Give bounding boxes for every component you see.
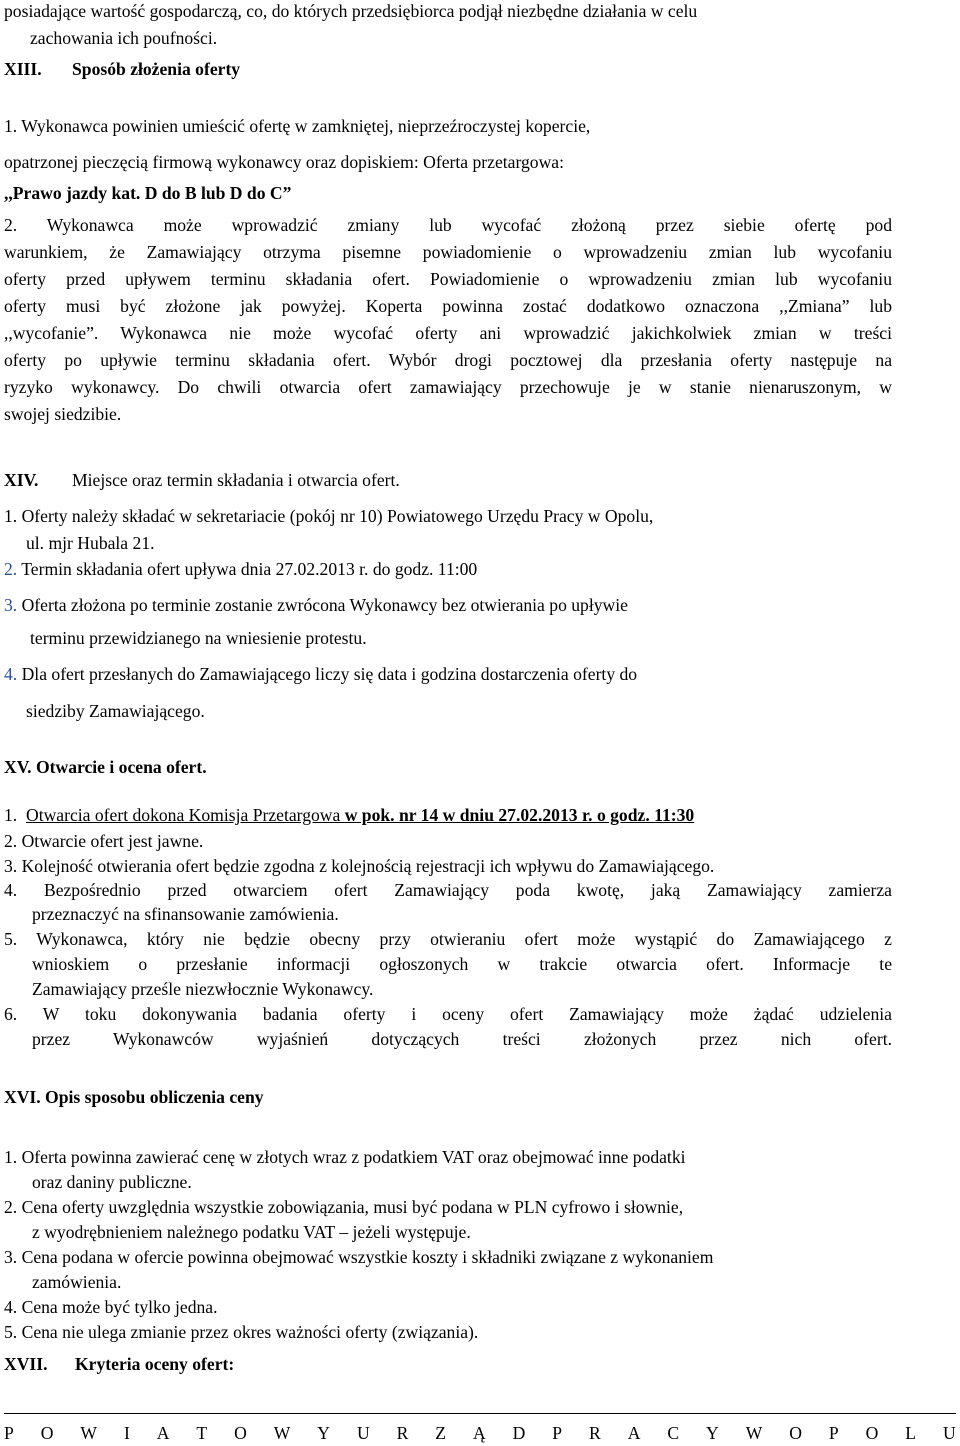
section-14-number: XIV. (4, 470, 39, 490)
footer-letter: T (196, 1423, 208, 1443)
s14-item-2-number: 2. (4, 559, 18, 579)
s15-item-1 (4, 804, 694, 826)
footer-letter: U (942, 1423, 956, 1443)
s15-item-3: 3. Kolejność otwierania ofert będzie zgodna z kolejnością rejestracji ich wpływu do Zamawiającego. (4, 856, 715, 876)
footer-letter: R (589, 1423, 601, 1443)
s15-item-5-line-3: Zamawiający prześle niezwłocznie Wykonawcy. (32, 979, 374, 999)
s14-item-4-number: 4. (4, 664, 18, 684)
s13-p1-line-3: ,,Prawo jazdy kat. D do B lub D do C” (4, 183, 292, 203)
s13-p2-line-1: 2. Wykonawca może wprowadzić zmiany lub wycofać złożoną przez siebie ofertę pod (4, 215, 892, 235)
footer-letter: Ą (472, 1423, 486, 1443)
section-16-title: XVI. Opis sposobu obliczenia ceny (4, 1087, 264, 1107)
s16-item-4: 4. Cena może być tylko jedna. (4, 1297, 218, 1317)
s13-p2-line-4: oferty musi być złożone jak powyżej. Koperta powinna zostać dodatkowo oznaczona ,,Zmiana” lub (4, 296, 892, 316)
s15-item-4-line-1: 4. Bezpośrednio przed otwarciem ofert Zamawiający poda kwotę, jaką Zamawiający zamierza (4, 880, 892, 900)
s14-item-3-text: Oferta złożona po terminie zostanie zwrócona Wykonawcy bez otwierania po upływie (17, 595, 628, 615)
s14-item-2-text: Termin składania ofert upływa dnia 27.02.2013 r. do godz. 11:00 (17, 559, 478, 579)
s14-item-3 (4, 594, 628, 616)
footer-office-name (4, 1422, 956, 1444)
s15-item-1-number: 1. (4, 805, 18, 825)
section-14-title: Miejsce oraz termin składania i otwarcia ofert. (72, 470, 400, 490)
footer-letter: A (156, 1423, 170, 1443)
section-13-title: Sposób złożenia oferty (72, 59, 241, 79)
s16-item-2-line-1: 2. Cena oferty uwzględnia wszystkie zobowiązania, musi być podana w PLN cyfrowo i słownie, (4, 1197, 684, 1217)
s13-p2-line-2: warunkiem, że Zamawiający otrzyma pisemne powiadomienie o wprowadzeniu zmian lub wycofaniu (4, 242, 892, 262)
s15-item-5-line-1: 5. Wykonawca, który nie będzie obecny przy otwieraniu ofert może wystąpić do Zamawiającego z (4, 929, 892, 949)
footer-letter: I (123, 1423, 130, 1443)
s13-p1-line-2: opatrzonej pieczęcią firmową wykonawcy oraz dopiskiem: Oferta przetargowa: (4, 152, 564, 172)
footer-letter: Z (435, 1423, 447, 1443)
footer-rule (4, 1413, 956, 1414)
s14-item-4-line-2: siedziby Zamawiającego. (26, 701, 205, 721)
intro-line-2: zachowania ich poufności. (30, 28, 218, 48)
s14-item-3-line-2: terminu przewidzianego na wniesienie protestu. (30, 628, 367, 648)
s14-item-3-number: 3. (4, 595, 18, 615)
section-17-number: XVII. (4, 1354, 48, 1374)
footer-letter: O (234, 1423, 247, 1443)
footer-letter: U (356, 1423, 370, 1443)
s15-item-4-line-2: przeznaczyć na sfinansowanie zamówienia. (32, 904, 339, 924)
footer-letter: Y (706, 1423, 719, 1443)
footer-letter: C (667, 1423, 680, 1443)
s13-p2-line-8: swojej siedzibie. (4, 404, 122, 424)
intro-line-1: posiadające wartość gospodarczą, co, do których przedsiębiorca podjął niezbędne działania w celu (4, 1, 698, 21)
footer-letter: W (80, 1423, 97, 1443)
s14-item-1-line-2: ul. mjr Hubala 21. (26, 533, 155, 553)
footer-letter: R (396, 1423, 409, 1443)
s15-item-1-underlined (26, 805, 694, 825)
s13-p2-line-5: ,,wycofanie”. Wykonawca nie może wycofać oferty ani wprowadzić jakichkolwiek zmian w treści (4, 323, 892, 343)
s14-item-4 (4, 663, 637, 685)
s13-p2-line-6: oferty po upływie terminu składania ofert. Wybór drogi pocztowej dla przesłania oferty następuje na (4, 350, 892, 370)
s15-item-6-line-1: 6. W toku dokonywania badania oferty i oceny ofert Zamawiający może żądać udzielenia (4, 1004, 892, 1024)
s16-item-1-line-2: oraz daniny publiczne. (32, 1172, 192, 1192)
footer-letter: P (4, 1423, 14, 1443)
footer-letter: W (273, 1423, 291, 1443)
footer-letter: A (627, 1423, 641, 1443)
footer-letter: O (40, 1423, 54, 1443)
s16-item-2-line-2: z wyodrębnieniem należnego podatku VAT – jeżeli występuje. (32, 1222, 471, 1242)
s15-item-5-line-2: wnioskiem o przesłanie informacji ogłoszonych w trakcie otwarcia ofert. Informacje te (32, 954, 892, 974)
s14-item-2 (4, 558, 477, 580)
s16-item-3-line-2: zamówienia. (32, 1272, 122, 1292)
s15-item-1-text-b: w pok. nr 14 w dniu 27.02.2013 r. o godz. 11:30 (344, 805, 695, 825)
section-13-number: XIII. (4, 59, 42, 79)
s16-item-3-line-1: 3. Cena podana w ofercie powinna obejmować wszystkie koszty i składniki związane z wykonaniem (4, 1247, 714, 1267)
s14-item-4-text: Dla ofert przesłanych do Zamawiającego liczy się data i godzina dostarczenia oferty do (17, 664, 638, 684)
s15-item-2: 2. Otwarcie ofert jest jawne. (4, 831, 204, 851)
footer-letter: P (828, 1423, 839, 1443)
footer-letter: P (552, 1423, 563, 1443)
s13-p1-line-1: 1. Wykonawca powinien umieścić ofertę w zamkniętej, nieprzeźroczystej kopercie, (4, 116, 591, 136)
section-15-title: XV. Otwarcie i ocena ofert. (4, 757, 207, 777)
s15-item-6-line-2: przez Wykonawców wyjaśnień dotyczących treści złożonych przez nich ofert. (32, 1029, 892, 1049)
s14-item-1-line-1: 1. Oferty należy składać w sekretariacie (pokój nr 10) Powiatowego Urzędu Pracy w Opolu, (4, 506, 654, 526)
footer-letter: O (865, 1423, 879, 1443)
footer-letter: O (789, 1423, 802, 1443)
footer-letter: W (745, 1423, 763, 1443)
s16-item-5: 5. Cena nie ulega zmianie przez okres ważności oferty (związania). (4, 1322, 479, 1342)
footer-letter: Y (317, 1423, 330, 1443)
s15-item-1-text-a: Otwarcia ofert dokona Komisja Przetargowa (26, 805, 345, 825)
s13-p2-line-7: ryzyko wykonawcy. Do chwili otwarcia ofert zamawiający przechowuje je w stanie nienaruszonym, w (4, 377, 892, 397)
section-17-title: Kryteria oceny ofert: (75, 1354, 235, 1374)
s16-item-1-line-1: 1. Oferta powinna zawierać cenę w złotych wraz z podatkiem VAT oraz obejmować inne podatki (4, 1147, 686, 1167)
s13-p2-line-3: oferty przed upływem terminu składania ofert. Powiadomienie o wprowadzeniu zmian lub wycofaniu (4, 269, 892, 289)
footer-letter: L (905, 1423, 917, 1443)
footer-letter: D (512, 1423, 526, 1443)
